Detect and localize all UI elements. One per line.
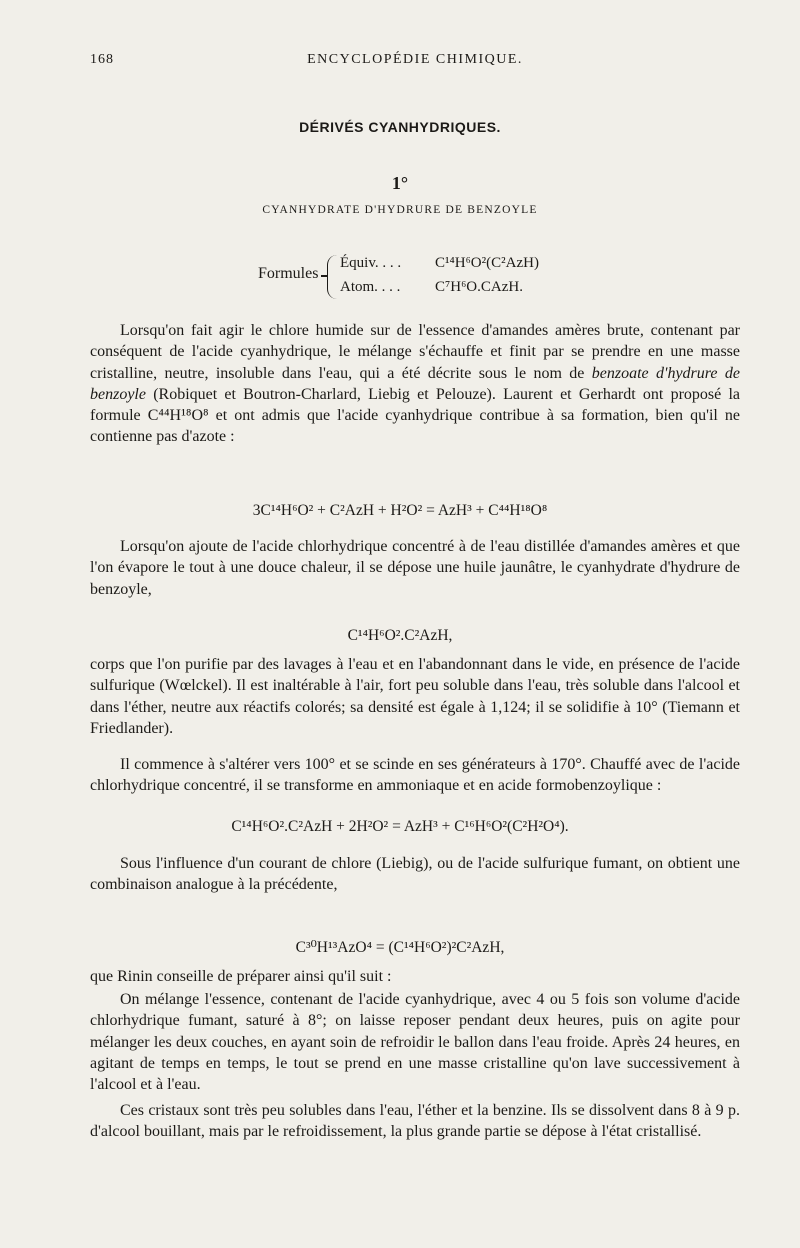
equation-1: 3C¹⁴H⁶O² + C²AzH + H²O² = AzH³ + C⁴⁴H¹⁸O⁸ [252, 502, 548, 519]
running-head [90, 52, 740, 72]
formula-value: C⁷H⁶O.CAzH. [435, 279, 523, 295]
paragraph-7: On mélange l'essence, contenant de l'acide cyanhydrique, avec 4 ou 5 fois son volume d'acide chlorhydrique fumant, saturé à 8°; on laisse reposer pendant deux heures, puis on agite pour mélanger les deux couches, en ayant soin de refroidir le ballon dans l'eau froide. Après 24 heures, en agitant de temps en temps, le tout se prend en une masse cristalline qu'on lave successivement à l'alcool et à l'eau. [90, 991, 740, 1094]
paragraph-1: Lorsqu'on fait agir le chlore humide sur de l'essence d'amandes amères brute, contenant par conséquent de l'acide cyanhydrique, le mélange s'échauffe et finit par se prendre en une masse cristalline, neutre, insoluble dans l'eau, qui a été décrite sous le nom de benzoate d'hydrure de benzoyle (Robiquet et Boutron-Charlard, Liebig et Pelouze). Laurent et Gerhardt ont proposé la formule C⁴⁴H¹⁸O⁸ et ont admis que l'acide cyanhydrique contribue à sa formation, bien qu'il ne contienne pas d'azote : [90, 322, 740, 446]
brace-symbol [327, 255, 338, 299]
section-number: 1° [391, 173, 409, 193]
formula-row-atom [340, 279, 523, 296]
formulas-block [258, 255, 618, 305]
italic-term: benzoate d'hydrure de benzoyle [90, 364, 740, 403]
equation-4: C³⁰H¹³AzO⁴ = (C¹⁴H⁶O²)²C²AzH, [295, 939, 505, 956]
paragraph-2: Lorsqu'on ajoute de l'acide chlorhydrique concentré à de l'eau distillée d'amandes amères et que l'on évapore le tout à une douce chaleur, il se dépose une huile jaunâtre, le cyanhydrate d'hydrure de benzoyle, [90, 538, 740, 598]
paragraph-5: Sous l'influence d'un courant de chlore (Liebig), ou de l'acide sulfurique fumant, on obtient une combinaison analogue à la précédente, [90, 855, 740, 894]
equation-3: C¹⁴H⁶O².C²AzH + 2H²O² = AzH³ + C¹⁶H⁶O²(C²H²O⁴). [231, 818, 569, 835]
paragraph-8: Ces cristaux sont très peu solubles dans l'eau, l'éther et la benzine. Ils se dissolvent dans 8 à 9 p. d'alcool bouillant, mais par le refroidissement, la plus grande partie se dépose à l'état cristallisé. [90, 1102, 740, 1141]
formula-kind: Équiv. . . . [340, 255, 402, 271]
formulas-label: Formules [258, 265, 319, 282]
paragraph-3: corps que l'on purifie par des lavages à l'eau et en l'abandonnant dans le vide, en présence de l'acide sulfurique (Wœlckel). Il est inaltérable à l'air, fort peu soluble dans l'eau, très soluble dans l'alcool et dans l'éther, neutre aux réactifs colorés; sa densité est égale à 1,124; il se solidifie à 10° (Tiemann et Friedlander). [90, 656, 740, 737]
paragraph-6: que Rinin conseille de préparer ainsi qu'il suit : [90, 968, 392, 985]
formula-kind: Atom. . . . [340, 279, 401, 295]
formula-row-equiv [340, 255, 539, 272]
subsection-title: CYANHYDRATE D'HYDRURE DE BENZOYLE [262, 204, 538, 216]
paragraph-4: Il commence à s'altérer vers 100° et se scinde en ses générateurs à 170°. Chauffé avec de l'acide chlorhydrique concentré, il se transforme en ammoniaque et en acide formobenzoylique : [90, 756, 740, 795]
section-title: DÉRIVÉS CYANHYDRIQUES. [299, 119, 501, 135]
equation-2: C¹⁴H⁶O².C²AzH, [347, 627, 453, 644]
formula-value: C¹⁴H⁶O²(C²AzH) [435, 255, 539, 271]
running-title: ENCYCLOPÉDIE CHIMIQUE. [307, 52, 523, 67]
page-number: 168 [90, 52, 114, 67]
